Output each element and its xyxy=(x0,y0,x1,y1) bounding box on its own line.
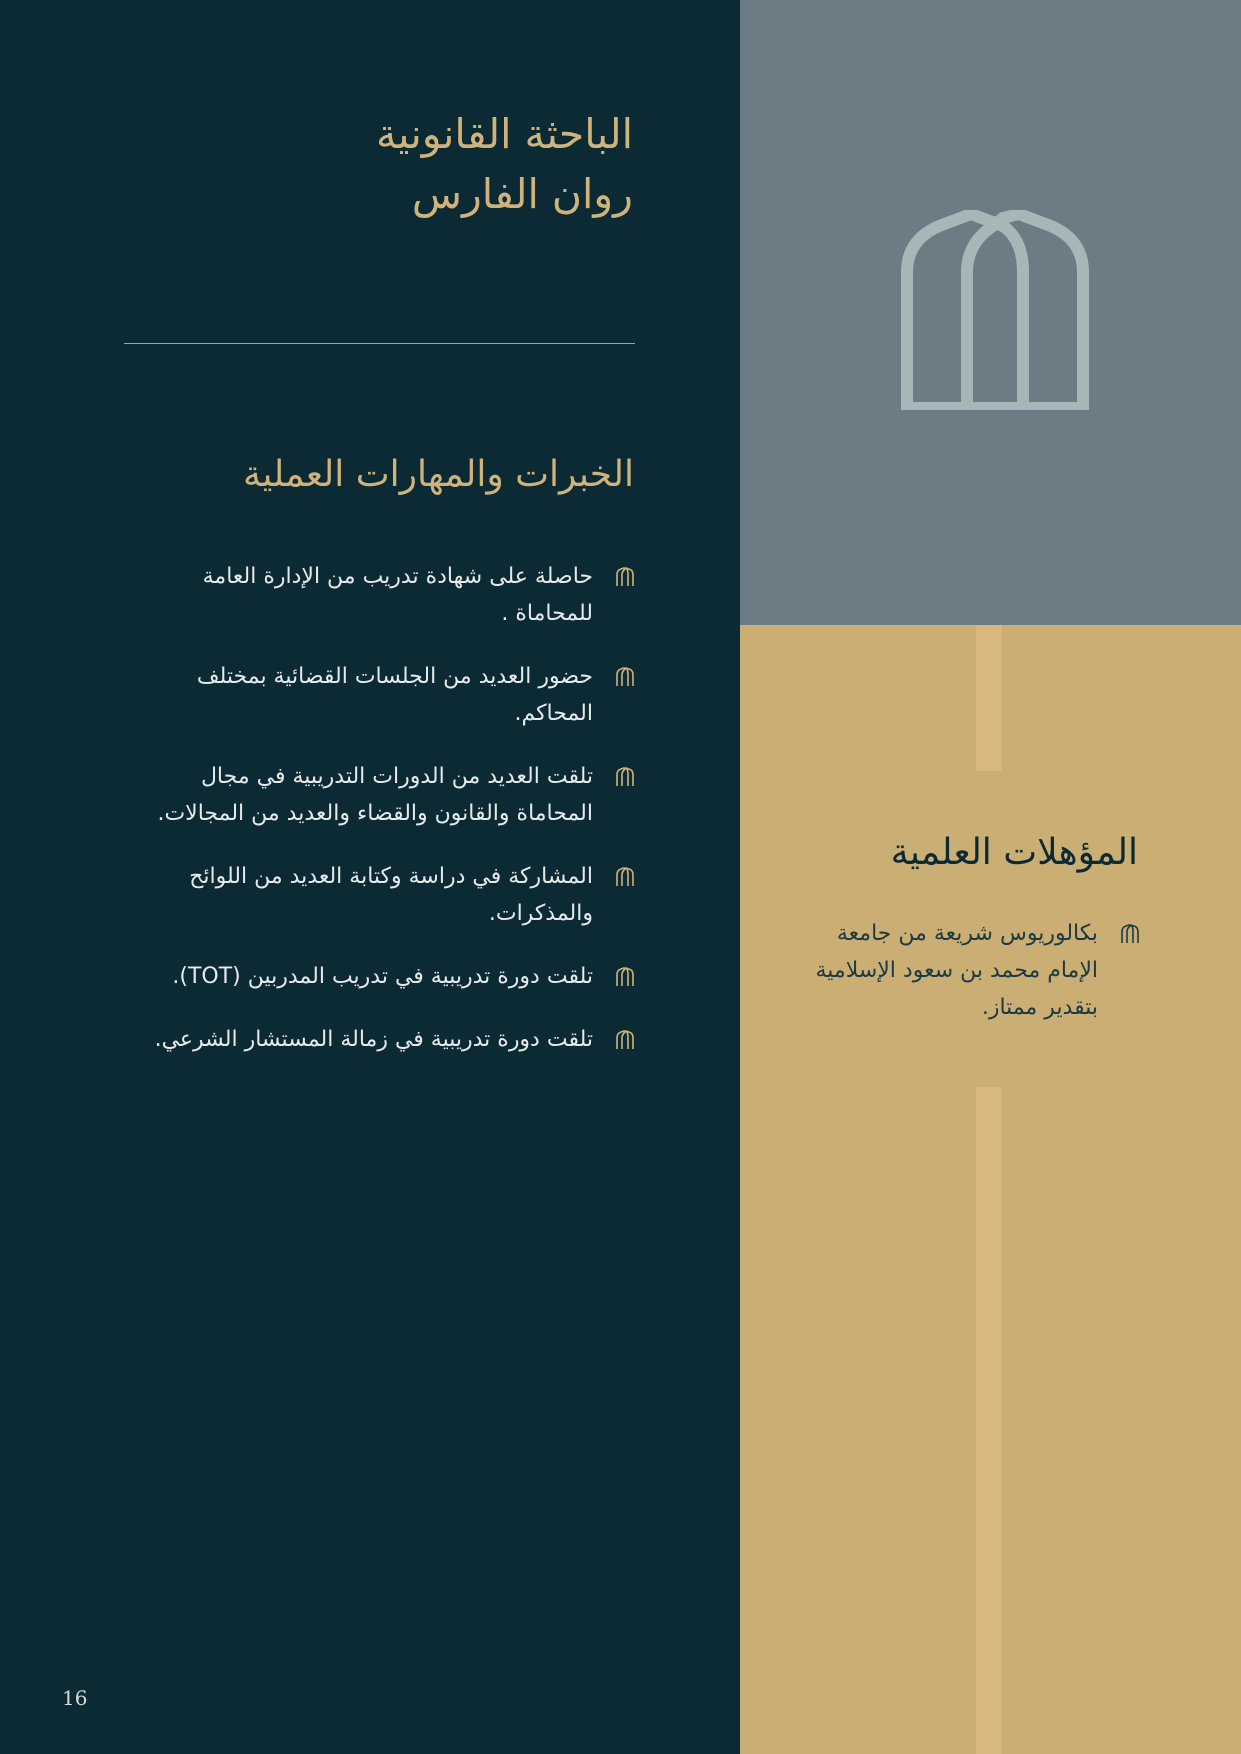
experience-text: تلقت دورة تدريبية في زمالة المستشار الشرعي. xyxy=(154,1027,593,1052)
list-item xyxy=(120,1021,635,1058)
arch-icon xyxy=(1120,924,1140,944)
page-title xyxy=(113,104,633,224)
list-item xyxy=(120,558,635,632)
experience-heading: الخبرات والمهارات العملية xyxy=(243,454,634,495)
arch-icon xyxy=(615,867,635,887)
experience-list xyxy=(120,558,635,1084)
arch-icon xyxy=(615,767,635,787)
list-item xyxy=(120,858,635,932)
qualifications-heading: المؤهلات العلمية xyxy=(890,832,1138,873)
page-number: 16 xyxy=(62,1686,88,1710)
list-item xyxy=(120,658,635,732)
qualifications-list xyxy=(800,915,1140,1026)
qualification-text: بكالوريوس شريعة من جامعة الإمام محمد بن سعود الإسلامية بتقدير ممتاز. xyxy=(815,921,1098,1020)
arch-icon xyxy=(615,567,635,587)
arch-icon xyxy=(615,967,635,987)
title-line-2: روان الفارس xyxy=(411,170,633,218)
list-item xyxy=(120,958,635,995)
decorative-bar xyxy=(976,1087,1002,1754)
right-top-panel xyxy=(740,0,1241,625)
right-bottom-panel xyxy=(740,625,1241,1754)
divider xyxy=(124,343,635,344)
list-item xyxy=(120,758,635,832)
experience-text: تلقت دورة تدريبية في تدريب المدربين (TOT). xyxy=(172,964,593,989)
list-item xyxy=(800,915,1140,1026)
title-line-1: الباحثة القانونية xyxy=(376,110,633,158)
experience-text: حضور العديد من الجلسات القضائية بمختلف المحاكم. xyxy=(196,664,593,726)
arch-icon xyxy=(615,1030,635,1050)
experience-text: حاصلة على شهادة تدريب من الإدارة العامة للمحاماة . xyxy=(202,564,593,626)
experience-text: المشاركة في دراسة وكتابة العديد من اللوائح والمذكرات. xyxy=(189,864,593,926)
experience-text: تلقت العديد من الدورات التدريبية في مجال المحاماة والقانون والقضاء والعديد من المجالات. xyxy=(157,764,593,826)
double-arch-icon xyxy=(895,210,1095,410)
arch-icon xyxy=(615,667,635,687)
decorative-bar xyxy=(976,625,1002,771)
